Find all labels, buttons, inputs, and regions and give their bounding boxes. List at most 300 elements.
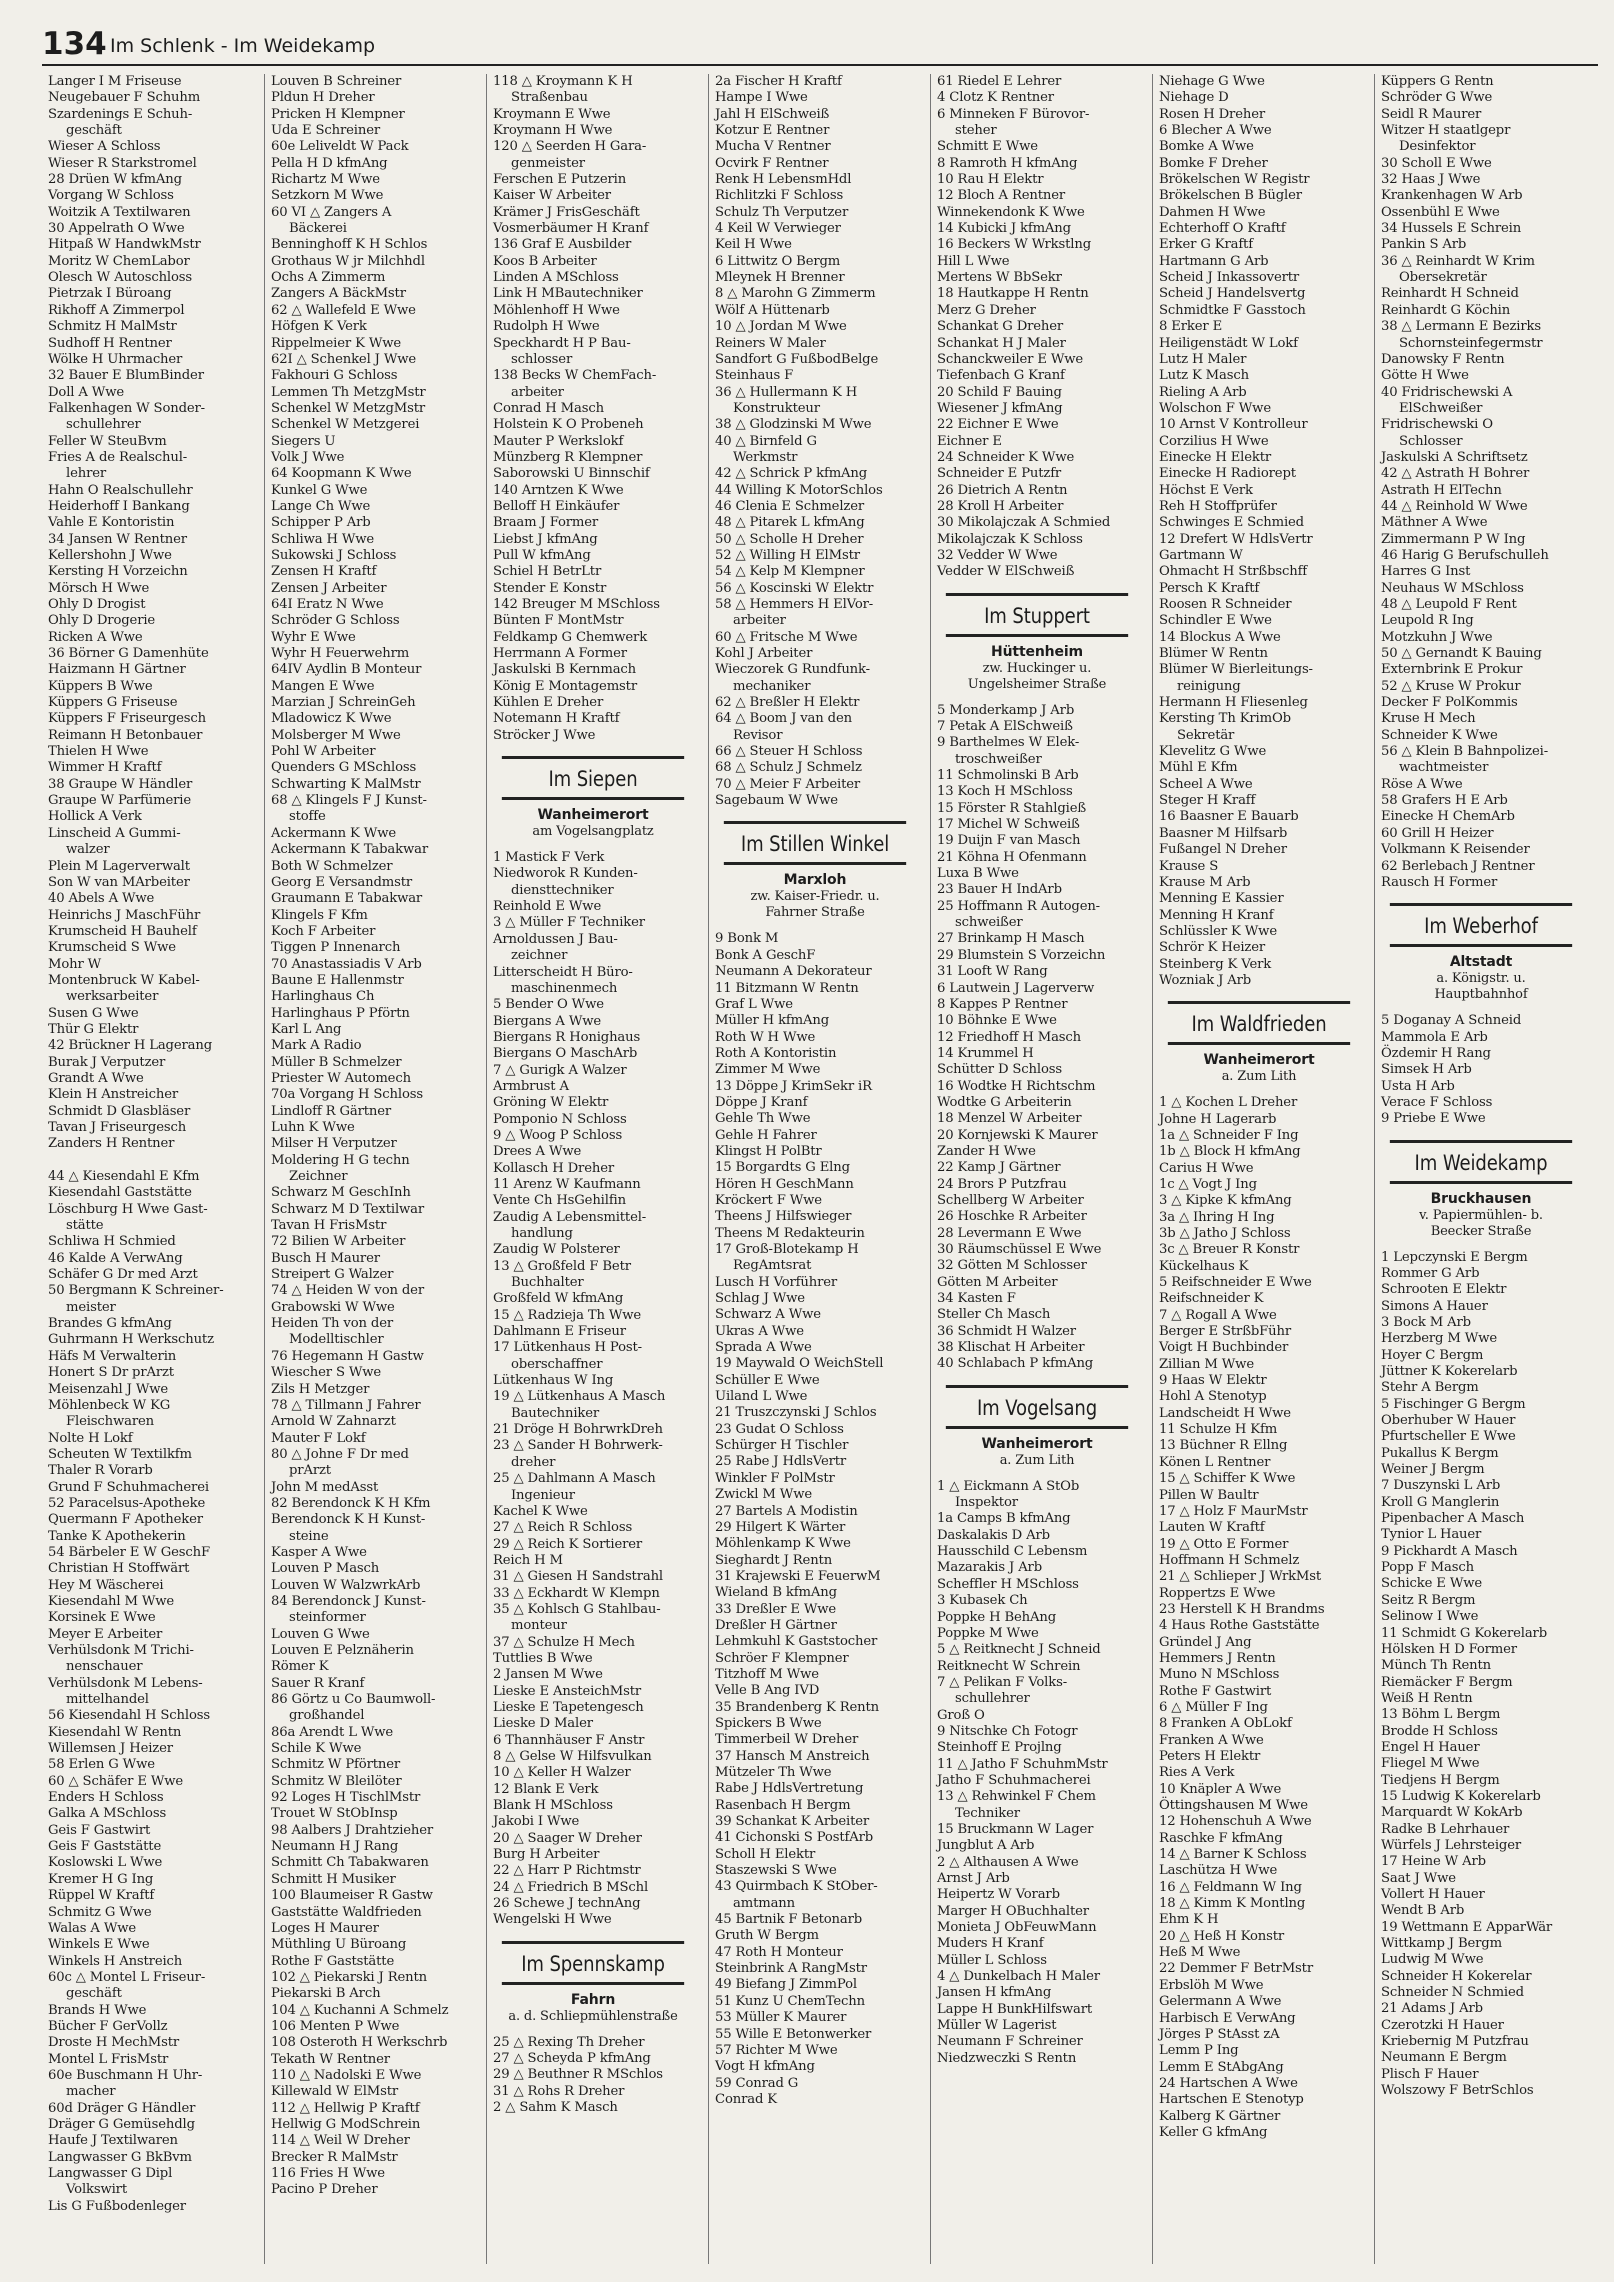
directory-entry: Tavan H FrisMstr xyxy=(271,1218,387,1234)
directory-entry: Guhrmann H Werkschutz xyxy=(48,1332,214,1348)
directory-entry: 6 Minneken F Bürovor- xyxy=(937,106,1090,122)
directory-entry: Scheffler H MSchloss xyxy=(937,1576,1079,1592)
directory-entry: Hitpaß W HandwkMstr xyxy=(48,237,201,253)
directory-entry: Blümer W Bierleitungs- xyxy=(1159,662,1313,678)
directory-entry: 54 Bärbeler E W GeschF xyxy=(48,1544,210,1560)
directory-entry: Zeichner xyxy=(289,1169,348,1185)
directory-entry: Belloff H Einkäufer xyxy=(493,498,620,514)
directory-entry: Pomponio N Schloss xyxy=(493,1111,627,1127)
directory-entry: Lappe H BunkHilfswart xyxy=(937,2001,1093,2017)
directory-entry: Motzkuhn J Wwe xyxy=(1381,629,1493,645)
directory-entry: 5 Monderkamp J Arb xyxy=(937,702,1075,718)
directory-entry: Wolschon F Wwe xyxy=(1159,400,1271,416)
directory-entry: Astrath H ElTechn xyxy=(1381,482,1502,498)
directory-entry: 62 △ Breßler H Elektr xyxy=(715,695,860,711)
directory-entry: Zanders H Rentner xyxy=(48,1136,175,1152)
directory-entry: 26 Schewe J technAng xyxy=(493,1896,641,1912)
directory-entry: Reh H Stoffprüfer xyxy=(1159,498,1277,514)
directory-entry: 3 △ Kipke K kfmAng xyxy=(1159,1193,1292,1209)
directory-entry: Linden A MSchloss xyxy=(493,270,619,286)
directory-entry: Georg E Versandmstr xyxy=(271,874,413,890)
directory-entry: Kiesendahl Gaststätte xyxy=(48,1185,192,1201)
directory-entry: Eichner E xyxy=(937,433,1002,449)
directory-entry: 19 Duijn F van Masch xyxy=(937,833,1081,849)
directory-entry: 22 Kamp J Gärtner xyxy=(937,1160,1061,1176)
street-location: Beecker Straße xyxy=(1430,1223,1532,1239)
directory-entry: Milser H Verputzer xyxy=(271,1136,397,1152)
directory-entry: macher xyxy=(66,2084,116,2100)
directory-entry: 13 Döppe J KrimSekr iR xyxy=(715,1078,872,1094)
directory-entry: Hören H GeschMann xyxy=(715,1176,854,1192)
street-heading: Im Weidekamp xyxy=(1390,1140,1572,1184)
directory-entry: Bautechniker xyxy=(511,1405,600,1421)
directory-entry: Schmitz H MalMstr xyxy=(48,319,177,335)
directory-entry: Wyhr E Wwe xyxy=(271,629,356,645)
directory-entry: 31 △ Rohs R Dreher xyxy=(493,2083,625,2099)
directory-entry: Jörges P StAsst zA xyxy=(1159,2026,1280,2042)
directory-entry: Roth A Kontoristin xyxy=(715,1045,837,1061)
directory-entry: Niedzweczki S Rentn xyxy=(937,2050,1077,2066)
directory-entry: Kohl J Arbeiter xyxy=(715,646,813,662)
directory-entry: Niedworok R Kunden- xyxy=(493,866,638,882)
directory-entry: Lütkenhaus W Ing xyxy=(493,1373,614,1389)
directory-entry: Sandfort G FußbodBelge xyxy=(715,351,879,367)
directory-entry: Braam J Former xyxy=(493,515,599,531)
column-6 xyxy=(1152,74,1365,2264)
directory-entry: Möhlenhoff H Wwe xyxy=(493,302,620,318)
directory-entry: Muders H Kranf xyxy=(937,1936,1044,1952)
directory-entry: Jaskulski B Kernmach xyxy=(493,662,637,678)
directory-entry: Steinberg K Verk xyxy=(1159,956,1272,972)
directory-entry: Rüppel W Kraftf xyxy=(48,1888,155,1904)
directory-entry: 13 Büchner R Ellng xyxy=(1159,1438,1288,1454)
directory-entry: Lutz H Maler xyxy=(1159,351,1247,367)
directory-entry: 60e Buschmann H Uhr- xyxy=(48,2067,203,2083)
directory-entry: 106 Menten P Wwe xyxy=(271,2018,400,2034)
directory-entry: Wodtke G Arbeiterin xyxy=(937,1094,1072,1110)
spacer xyxy=(1153,1085,1365,1095)
directory-entry: Kalberg K Gärtner xyxy=(1159,2108,1281,2124)
directory-entry: Feldkamp G Chemwerk xyxy=(493,629,648,645)
directory-entry: Winnekendonk K Wwe xyxy=(937,204,1085,220)
directory-entry: Schmidt D Glasbläser xyxy=(48,1103,191,1119)
directory-entry: 9 Haas W Elektr xyxy=(1159,1373,1267,1389)
directory-entry: Schmitt Ch Tabakwaren xyxy=(271,1855,429,1871)
directory-entry: 78 △ Tillmann J Fahrer xyxy=(271,1397,421,1413)
directory-entry: Schlüssler K Wwe xyxy=(1159,923,1277,939)
directory-entry: 11 Schulze H Kfm xyxy=(1159,1422,1278,1438)
directory-entry: 14 Krummel H xyxy=(937,1045,1034,1061)
directory-entry: 136 Graf E Ausbilder xyxy=(493,237,632,253)
directory-entry: 80 △ Johne F Dr med xyxy=(271,1446,409,1462)
directory-entry: 18 Menzel W Arbeiter xyxy=(937,1111,1082,1127)
directory-entry: Krankenhagen W Arb xyxy=(1381,188,1523,204)
directory-entry: 22 △ Harr P Richtmstr xyxy=(493,1863,641,1879)
directory-entry: 16 △ Feldmann W Ing xyxy=(1159,1879,1302,1895)
directory-entry: Renk H LebensmHdl xyxy=(715,172,852,188)
directory-entry: lehrer xyxy=(66,466,107,482)
directory-entry: schlosser xyxy=(511,351,573,367)
directory-entry: Fußangel N Dreher xyxy=(1159,842,1287,858)
directory-entry: Hohl A Stenotyp xyxy=(1159,1389,1267,1405)
directory-entry: Lauten W Kraftf xyxy=(1159,1520,1265,1536)
directory-entry: Saborowski U Binnschif xyxy=(493,466,650,482)
directory-entry: Lieske D Maler xyxy=(493,1716,593,1732)
directory-entry: Mäthner A Wwe xyxy=(1381,515,1488,531)
directory-entry: Sprada A Wwe xyxy=(715,1340,812,1356)
directory-entry: Wiesener J kfmAng xyxy=(937,400,1063,416)
directory-entry: Niehage G Wwe xyxy=(1159,74,1265,89)
directory-entry: Uiland L Wwe xyxy=(715,1389,808,1405)
directory-entry: 1a Camps B kfmAng xyxy=(937,1511,1071,1527)
directory-entry: 5 Bender O Wwe xyxy=(493,997,604,1013)
directory-entry: Schmitz W Bleilöter xyxy=(271,1773,402,1789)
directory-entry: Vogt H kfmAng xyxy=(715,2059,815,2075)
directory-entry: Timmerbeil W Dreher xyxy=(715,1732,859,1748)
directory-entry: Szardenings E Schuh- xyxy=(48,106,193,122)
directory-entry: Molsberger M Wwe xyxy=(271,727,401,743)
directory-entry: 54 △ Kelp M Klempner xyxy=(715,564,865,580)
directory-entry: 1 △ Eickmann A StOb xyxy=(937,1478,1080,1494)
directory-entry: Titzhoff M Wwe xyxy=(715,1666,819,1682)
directory-entry: Gaststätte Waldfrieden xyxy=(271,1904,422,1920)
directory-entry: Theens M Redakteurin xyxy=(715,1225,865,1241)
directory-entry: Louven P Masch xyxy=(271,1561,380,1577)
directory-entry: Kersting Th KrimOb xyxy=(1159,711,1291,727)
directory-entry: 59 Conrad G xyxy=(715,2075,799,2091)
directory-entry: Schenkel W MetzgMstr xyxy=(271,400,426,416)
directory-entry: Trouet W StObInsp xyxy=(271,1806,398,1822)
directory-entry: Engel H Hauer xyxy=(1381,1739,1480,1755)
directory-entry: Zils H Metzger xyxy=(271,1381,370,1397)
directory-entry: Wendt B Arb xyxy=(1381,1903,1465,1919)
directory-entry: Wieland B kfmAng xyxy=(715,1585,837,1601)
directory-entry: Vosmerbäumer H Kranf xyxy=(493,221,649,237)
directory-entry: Schäfer G Dr med Arzt xyxy=(48,1267,198,1283)
directory-entry: Danowsky F Rentn xyxy=(1381,351,1505,367)
directory-entry: Schwarz M GeschInh xyxy=(271,1185,411,1201)
directory-entry: Fleischwaren xyxy=(66,1414,154,1430)
directory-entry: Graupe W Parfümerie xyxy=(48,793,191,809)
directory-entry: Schmitz W Pförtner xyxy=(271,1757,401,1773)
directory-entry: 44 △ Reinhold W Wwe xyxy=(1381,498,1528,514)
directory-entry: König E Montagemstr xyxy=(493,678,637,694)
directory-entry: Jungblut A Arb xyxy=(937,1838,1035,1854)
directory-entry: 21 Adams J Arb xyxy=(1381,2001,1483,2017)
directory-entry: Biergans O MaschArb xyxy=(493,1046,638,1062)
directory-entry: 3 Kubasek Ch xyxy=(937,1593,1028,1609)
directory-entry: Karl L Ang xyxy=(271,1021,342,1037)
directory-entry: 82 Berendonck K H Kfm xyxy=(271,1495,431,1511)
directory-entry: 20 △ Heß H Konstr xyxy=(1159,1928,1285,1944)
directory-entry: 11 △ Jatho F SchuhmMstr xyxy=(937,1756,1108,1772)
directory-entry: Hoffmann H Schmelz xyxy=(1159,1552,1300,1568)
directory-entry: 29 △ Reich K Sortierer xyxy=(493,1536,643,1552)
directory-entry: 21 Köhna H Ofenmann xyxy=(937,849,1087,865)
directory-entry: Vollert H Hauer xyxy=(1381,1887,1485,1902)
directory-entry: 3 △ Müller F Techniker xyxy=(493,915,645,931)
directory-entry: 70a Vorgang H Schloss xyxy=(271,1087,423,1103)
directory-entry: Mladowicz K Wwe xyxy=(271,711,392,727)
directory-entry: Fries A de Realschul- xyxy=(48,449,188,465)
directory-entry: Daskalakis D Arb xyxy=(937,1527,1050,1543)
directory-entry: Landscheidt H Wwe xyxy=(1159,1405,1291,1421)
directory-entry: 2 △ Althausen A Wwe xyxy=(937,1854,1079,1870)
directory-entry: Neumann A Dekorateur xyxy=(715,964,872,980)
directory-entry: Kremer H G Ing xyxy=(48,1871,154,1887)
directory-entry: Schwarz M D Textilwar xyxy=(271,1201,425,1217)
directory-entry: 40 △ Birnfeld G xyxy=(715,433,817,449)
directory-entry: Moldering H G techn xyxy=(271,1152,410,1168)
directory-entry: Falkenhagen W Sonder- xyxy=(48,400,205,416)
directory-entry: Schankat H J Maler xyxy=(937,335,1066,351)
directory-entry: 70 △ Meier F Arbeiter xyxy=(715,776,861,792)
directory-entry: Langwasser G Dipl xyxy=(48,2166,173,2181)
directory-entry: 24 Hartschen A Wwe xyxy=(1159,2075,1298,2091)
directory-entry: Selinow I Wwe xyxy=(1381,1609,1479,1625)
directory-entry: Plisch F Hauer xyxy=(1381,2066,1479,2082)
directory-entry: 10 △ Jordan M Wwe xyxy=(715,319,847,335)
directory-entry: dreher xyxy=(511,1454,556,1470)
directory-entry: Dräger G Gemüsehdlg xyxy=(48,2116,195,2132)
directory-entry: Luxa B Wwe xyxy=(937,866,1019,882)
directory-entry: Schicke E Wwe xyxy=(1381,1576,1483,1592)
district-name: Altstadt xyxy=(1449,954,1513,971)
directory-entry: Krause S xyxy=(1159,858,1219,874)
directory-entry: Enders H Schloss xyxy=(48,1790,164,1806)
directory-entry: Schmitz G Wwe xyxy=(48,1904,152,1920)
directory-entry: 55 Wille E Betonwerker xyxy=(715,2026,872,2042)
directory-entry: Heiligenstädt W Lokf xyxy=(1159,335,1298,351)
directory-entry: Sudhoff H Rentner xyxy=(48,335,172,351)
directory-entry: 3c △ Breuer R Konstr xyxy=(1159,1242,1300,1258)
directory-entry: Rippelmeier K Wwe xyxy=(271,335,402,351)
directory-entry: Fliegel M Wwe xyxy=(1381,1756,1480,1772)
directory-entry: 27 △ Reich R Schloss xyxy=(493,1520,633,1536)
directory-entry: 6 △ Müller F Ing xyxy=(1159,1699,1268,1715)
directory-entry: Zimmer M Wwe xyxy=(715,1062,821,1078)
directory-entry: schweißer xyxy=(955,915,1023,931)
directory-entry: Pipenbacher A Masch xyxy=(1381,1511,1525,1527)
directory-entry: 29 Blumstein S Vorzeichn xyxy=(937,947,1106,963)
directory-entry: wachtmeister xyxy=(1399,760,1489,776)
directory-entry: Neumann H J Rang xyxy=(271,1839,399,1855)
directory-entry: Lusch H Vorführer xyxy=(715,1274,838,1290)
directory-entry: Vorgang W Schloss xyxy=(48,188,174,204)
directory-entry: Öttingshausen M Wwe xyxy=(1159,1798,1308,1814)
directory-entry: 64IV Aydlin B Monteur xyxy=(271,662,422,678)
directory-entry: Schiel H BetrLtr xyxy=(493,564,602,580)
directory-entry: Gelermann A Wwe xyxy=(1159,1994,1282,2010)
directory-entry: Götte H Wwe xyxy=(1381,368,1469,384)
directory-entry: mittelhandel xyxy=(66,1692,149,1708)
directory-entry: Reitknecht W Schrein xyxy=(937,1658,1081,1674)
directory-entry: werksarbeiter xyxy=(66,989,159,1005)
directory-entry: 70 Anastassiadis V Arb xyxy=(271,956,422,972)
directory-entry: Scheuten W Textilkfm xyxy=(48,1446,192,1462)
directory-entry: 7 △ Rogall A Wwe xyxy=(1159,1307,1277,1323)
directory-entry: Burg H Arbeiter xyxy=(493,1847,600,1863)
directory-entry: Brecker R MalMstr xyxy=(271,2149,398,2165)
directory-entry: Kroll G Manglerin xyxy=(1381,1494,1500,1510)
directory-entry: Loges H Maurer xyxy=(271,1920,379,1936)
directory-entry: diensttechniker xyxy=(511,882,614,898)
directory-entry: Müller B Schmelzer xyxy=(271,1054,402,1070)
directory-entry: Mörsch H Wwe xyxy=(48,580,150,596)
directory-entry: Blank H MSchloss xyxy=(493,1798,613,1814)
directory-entry: Rothe F Gaststätte xyxy=(271,1953,395,1969)
directory-entry: Drees A Wwe xyxy=(493,1144,582,1160)
directory-entry: stoffe xyxy=(289,809,326,825)
directory-entry: 30 Mikolajczak A Schmied xyxy=(937,515,1111,531)
directory-entry: Schröder G Wwe xyxy=(1381,90,1493,106)
directory-entry: 1 Mastick F Verk xyxy=(493,850,605,866)
directory-entry: 32 Haas J Wwe xyxy=(1381,172,1481,188)
directory-entry: 45 Bartnik F Betonarb xyxy=(715,1912,863,1928)
directory-entry: Schornsteinfegermstr xyxy=(1399,335,1543,351)
directory-entry: Radke B Lehrhauer xyxy=(1381,1821,1510,1837)
directory-entry: Schankat G Dreher xyxy=(937,319,1064,335)
directory-entry: Hill L Wwe xyxy=(937,253,1010,269)
directory-entry: Grabowski W Wwe xyxy=(271,1299,395,1315)
directory-entry: Pankin S Arb xyxy=(1381,237,1467,253)
directory-entry: 66 △ Steuer H Schloss xyxy=(715,744,863,760)
directory-entry: Langer I M Friseuse xyxy=(48,74,182,89)
directory-entry: 60 Grill H Heizer xyxy=(1381,825,1494,841)
directory-entry: Rausch H Former xyxy=(1381,874,1498,890)
directory-entry: 31 △ Giesen H Sandstrahl xyxy=(493,1569,663,1585)
directory-entry: 64 Koopmann K Wwe xyxy=(271,466,412,482)
directory-entry: Wieser R Starkstromel xyxy=(48,155,197,171)
directory-entry: Meisenzahl J Wwe xyxy=(48,1381,169,1397)
directory-entry: Krumscheid H Bauhelf xyxy=(48,923,197,939)
district-name: Wanheimerort xyxy=(537,807,649,824)
directory-entry: Bomke A Wwe xyxy=(1159,139,1254,155)
directory-entry: 10 Böhnke E Wwe xyxy=(937,1013,1057,1029)
directory-entry: Son W van MArbeiter xyxy=(48,874,190,890)
directory-entry: RegAmtsrat xyxy=(733,1258,812,1274)
directory-entry: Haizmann H Gärtner xyxy=(48,662,186,678)
directory-entry: Richlitzki F Schloss xyxy=(715,188,844,204)
directory-entry: steinformer xyxy=(289,1610,366,1626)
directory-entry: Wozniak J Arb xyxy=(1159,972,1252,988)
directory-entry: Groß O xyxy=(937,1707,985,1723)
directory-entry: 29 Hilgert K Wärter xyxy=(715,1519,846,1535)
street-location: Hauptbahnhof xyxy=(1434,987,1528,1003)
directory-entry: Pfurtscheller E Wwe xyxy=(1381,1429,1516,1445)
directory-entry: Leupold R Ing xyxy=(1381,613,1474,629)
directory-entry: nenschauer xyxy=(66,1659,143,1675)
directory-entry: Roppertzs E Wwe xyxy=(1159,1585,1276,1601)
directory-entry: Gröning W Elektr xyxy=(493,1095,609,1111)
directory-entry: Heiderhoff I Bankang xyxy=(48,498,190,514)
directory-entry: 53 Müller K Maurer xyxy=(715,2010,847,2026)
directory-entry: Ossenbühl E Wwe xyxy=(1381,204,1500,220)
directory-entry: Hölsken H D Former xyxy=(1381,1641,1517,1657)
directory-entry: 9 Priebe E Wwe xyxy=(1381,1111,1486,1127)
directory-entry: 1a △ Schneider F Ing xyxy=(1159,1127,1299,1143)
directory-entry: Thür G Elektr xyxy=(48,1021,139,1037)
directory-entry: Desinfektor xyxy=(1399,139,1476,155)
directory-entry: Rikhoff A Zimmerpol xyxy=(48,302,185,318)
directory-entry: Voigt H Buchbinder xyxy=(1159,1340,1289,1356)
directory-entry: Mangen E Wwe xyxy=(271,678,375,694)
directory-entry: Revisor xyxy=(733,727,783,743)
directory-entry: 108 Osteroth H Werkschrb xyxy=(271,2035,448,2051)
directory-entry: Externbrink E Prokur xyxy=(1381,662,1523,678)
directory-entry: Scheid J Handelsvertg xyxy=(1159,286,1306,302)
directory-entry: 4 Clotz K Rentner xyxy=(937,90,1054,106)
directory-entry: Mleynek H Brenner xyxy=(715,270,845,286)
directory-entry: Langwasser G BkBvm xyxy=(48,2149,192,2165)
directory-entry: 7 △ Gurigk A Walzer xyxy=(493,1062,627,1078)
directory-entry: 11 Schmidt G Kokerelarb xyxy=(1381,1625,1547,1641)
directory-entry: Corzilius H Wwe xyxy=(1159,433,1269,449)
directory-columns xyxy=(42,74,1598,2264)
directory-entry: Mauter F Lokf xyxy=(271,1430,366,1446)
directory-entry: Schmitt E Wwe xyxy=(937,139,1038,155)
directory-entry: Sekretär xyxy=(1177,727,1235,743)
directory-entry: Echterhoff O Kraftf xyxy=(1159,221,1286,237)
directory-entry: 21 Dröge H BohrwrkDreh xyxy=(493,1422,663,1438)
directory-entry: Rieling A Arb xyxy=(1159,384,1247,400)
directory-entry: 1 Lepczynski E Bergm xyxy=(1381,1249,1528,1265)
directory-entry: 6 Blecher A Wwe xyxy=(1159,123,1272,139)
directory-entry: Pella H D kfmAng xyxy=(271,155,388,171)
district-name: Wanheimerort xyxy=(981,1435,1093,1452)
directory-entry: 112 △ Hellwig P Kraftf xyxy=(271,2100,420,2116)
directory-entry: Pricken H Klempner xyxy=(271,106,405,122)
directory-entry: 42 △ Schrick P kfmAng xyxy=(715,466,868,482)
directory-entry: Biergans R Honighaus xyxy=(493,1029,641,1045)
directory-entry: 25 △ Rexing Th Dreher xyxy=(493,2034,645,2050)
directory-entry: Schürger H Tischler xyxy=(715,1438,849,1454)
directory-entry: Bünten F MontMstr xyxy=(493,613,624,629)
directory-entry: Tavan J Friseurgesch xyxy=(48,1120,187,1135)
directory-entry: Louven W WalzwrkArb xyxy=(271,1577,421,1593)
directory-entry: 23 Gudat O Schloss xyxy=(715,1421,844,1437)
directory-entry: Harres G Inst xyxy=(1381,564,1471,580)
spacer xyxy=(931,693,1143,703)
directory-entry: 19 Wettmann E ApparWär xyxy=(1381,1919,1553,1935)
directory-entry: Kellershohn J Wwe xyxy=(48,547,172,563)
directory-entry: 30 Räumschüssel E Wwe xyxy=(937,1242,1102,1257)
directory-entry: Killewald W ElMstr xyxy=(271,2084,399,2100)
directory-entry: Jaskulski A Schriftsetz xyxy=(1381,449,1528,465)
directory-entry: Ukras A Wwe xyxy=(715,1323,804,1339)
directory-entry: Christian H Stoffwärt xyxy=(48,1561,190,1577)
directory-entry: 9 Nitschke Ch Fotogr xyxy=(937,1723,1078,1739)
directory-entry: Simons A Hauer xyxy=(1381,1298,1488,1314)
directory-entry: Obersekretär xyxy=(1399,270,1487,286)
directory-entry: 36 Schmidt H Walzer xyxy=(937,1323,1076,1339)
directory-entry: 12 Friedhoff H Masch xyxy=(937,1029,1081,1045)
directory-entry: 28 Drüen W kfmAng xyxy=(48,172,182,188)
directory-entry: Klevelitz G Wwe xyxy=(1159,744,1267,760)
directory-entry: Hahn O Realschullehr xyxy=(48,482,193,498)
directory-entry: Merz G Dreher xyxy=(937,302,1036,318)
directory-entry: 40 Fridrischewski A xyxy=(1381,384,1513,400)
directory-entry: Fridrischewski O xyxy=(1381,417,1493,433)
directory-entry: mechaniker xyxy=(733,678,811,694)
directory-entry: Lieske E Tapetengesch xyxy=(493,1699,644,1715)
directory-entry: Reich H M xyxy=(493,1552,563,1568)
directory-entry: Fakhouri G Schloss xyxy=(271,368,398,384)
directory-entry: Wimmer H Kraftf xyxy=(48,760,162,776)
directory-entry: 5 Reifschneider E Wwe xyxy=(1159,1275,1312,1291)
directory-entry: Blümer W Rentn xyxy=(1159,646,1268,662)
directory-entry: Mützeler Th Wwe xyxy=(715,1765,832,1780)
